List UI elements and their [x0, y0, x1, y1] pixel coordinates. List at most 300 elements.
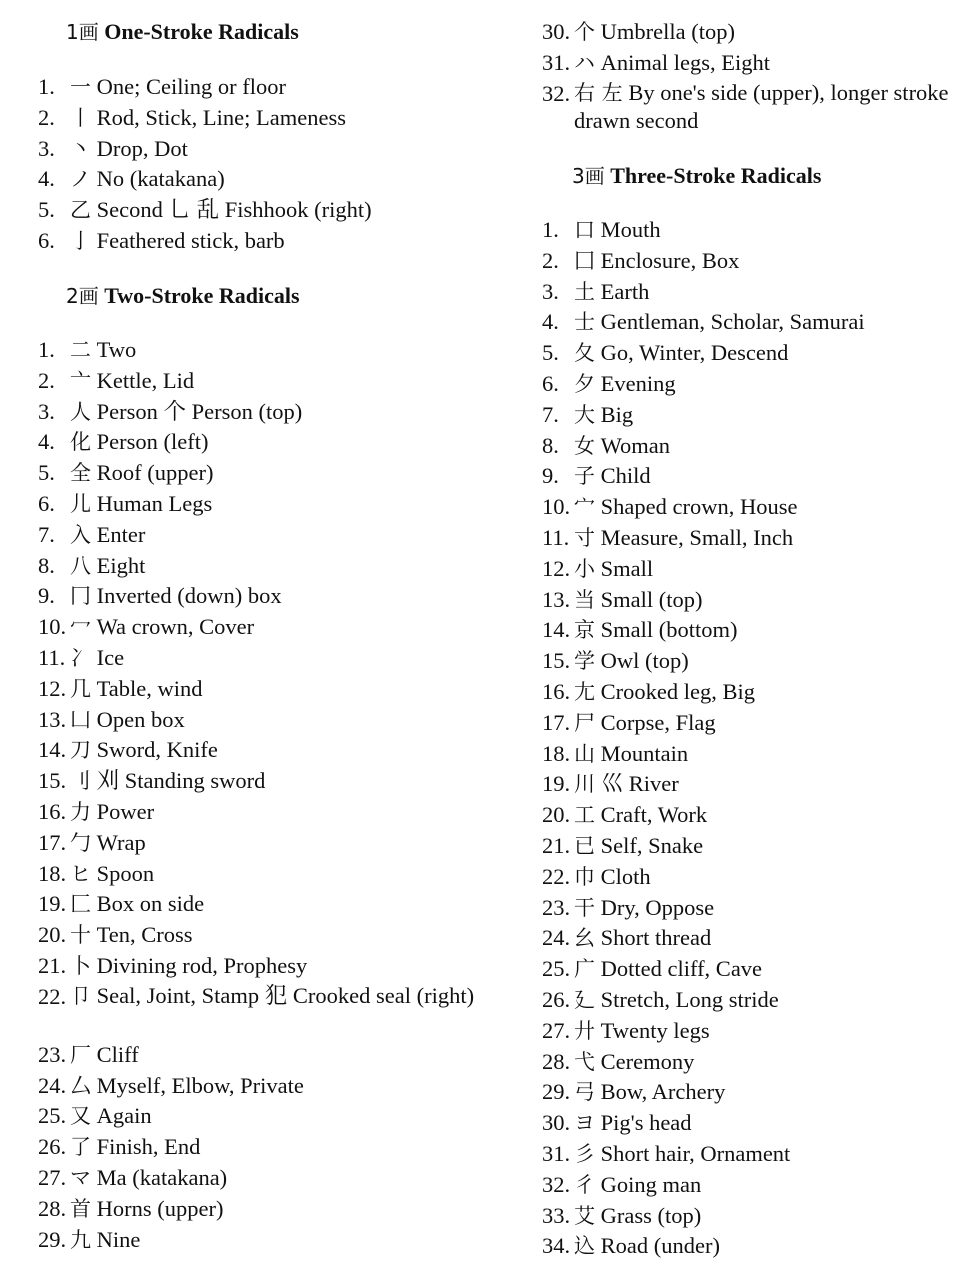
list-item	[0, 1163, 480, 1194]
item-number: 10.	[542, 494, 571, 520]
list-item	[500, 1139, 960, 1170]
two-stroke-list	[0, 335, 480, 1255]
item-entry	[574, 677, 960, 708]
item-number: 27.	[542, 1017, 571, 1043]
radical-meaning: Feathered stick, barb	[91, 227, 285, 253]
radical-meaning: Ma (katakana)	[91, 1164, 228, 1190]
radical-glyph: 几	[70, 676, 91, 701]
list-item	[500, 1016, 960, 1047]
item-entry	[70, 643, 480, 674]
radical-glyph: 右 左	[574, 80, 623, 105]
item-entry	[70, 1071, 480, 1102]
radical-meaning: Owl (top)	[595, 648, 689, 674]
item-number: 3.	[542, 278, 559, 304]
stroke-count-mark: 2画	[66, 284, 99, 308]
item-number: 15.	[542, 648, 571, 674]
list-item	[0, 366, 480, 397]
item-entry	[574, 954, 960, 985]
radical-glyph: 个	[574, 20, 595, 44]
radical-glyph: 二	[70, 338, 91, 362]
radical-glyph: 廾	[574, 1018, 595, 1043]
list-item	[0, 226, 480, 257]
item-number: 22.	[38, 983, 67, 1009]
radical-meaning: No (katakana)	[91, 166, 225, 192]
list-item	[0, 397, 480, 428]
radical-glyph: 宀	[574, 495, 595, 520]
list-item	[0, 766, 480, 797]
item-number: 25.	[38, 1103, 67, 1129]
radical-glyph: 土	[574, 279, 595, 304]
radical-glyph: 首	[70, 1196, 91, 1221]
item-number: 21.	[38, 952, 67, 978]
list-item	[500, 1170, 960, 1201]
list-item	[0, 889, 480, 920]
item-number: 28.	[542, 1048, 571, 1074]
radical-meaning: Seal, Joint, Stamp 犯 Crooked seal (right)	[91, 982, 475, 1008]
radical-glyph: 彡	[574, 1141, 595, 1166]
radical-glyph: 川	[574, 772, 595, 797]
radical-meaning: Kettle, Lid	[91, 367, 195, 393]
item-number: 10.	[38, 614, 67, 640]
item-entry	[70, 366, 480, 397]
list-item	[500, 893, 960, 924]
item-number: 6.	[38, 490, 55, 516]
item-number: 17.	[542, 709, 571, 735]
item-entry	[70, 1225, 480, 1256]
radical-glyph: 厂	[70, 1042, 91, 1067]
radical-glyph: 亅	[70, 228, 91, 253]
radical-meaning: Going man	[595, 1171, 702, 1197]
item-entry	[70, 335, 480, 366]
radical-meaning: Self, Snake	[595, 832, 704, 858]
radical-meaning: Ice	[91, 644, 125, 670]
item-entry	[70, 397, 480, 428]
one-stroke-list	[0, 72, 480, 257]
list-item	[0, 1194, 480, 1225]
radical-meaning: Roof (upper)	[91, 460, 214, 486]
section-title: One-Stroke Radicals	[104, 19, 299, 44]
item-number: 8.	[38, 552, 55, 578]
list-item	[500, 677, 960, 708]
item-entry	[574, 769, 960, 800]
radical-meaning: Finish, End	[91, 1134, 201, 1160]
item-entry	[574, 1016, 960, 1047]
radical-glyph: 一	[70, 75, 91, 99]
radical-meaning: Ten, Cross	[91, 922, 193, 948]
list-item	[0, 1101, 480, 1132]
item-entry	[574, 1201, 960, 1232]
radical-meaning: Box on side	[91, 891, 205, 917]
item-entry	[574, 461, 960, 492]
radical-glyph: ハ	[574, 50, 595, 75]
list-item	[500, 338, 960, 369]
item-number: 1.	[38, 337, 55, 362]
item-number: 29.	[38, 1226, 67, 1252]
radical-glyph: 口	[574, 218, 595, 242]
list-item	[500, 492, 960, 523]
item-number: 4.	[38, 166, 55, 192]
radical-glyph: 女	[574, 433, 595, 458]
radical-meaning: Horns (upper)	[91, 1195, 224, 1221]
radical-glyph: 勹	[70, 830, 91, 855]
radical-meaning: Human Legs	[91, 490, 213, 516]
radical-glyph: 込	[574, 1234, 595, 1259]
list-item	[500, 369, 960, 400]
radical-meaning: Rod, Stick, Line; Lameness	[91, 104, 346, 130]
item-number: 23.	[542, 894, 571, 920]
list-item	[500, 246, 960, 277]
item-entry	[574, 615, 960, 646]
item-entry	[574, 923, 960, 954]
item-number: 13.	[542, 586, 571, 612]
radical-meaning: Dry, Oppose	[595, 894, 715, 920]
stroke-count-mark: 1画	[66, 20, 99, 44]
radical-meaning: Person 个 Person (top)	[91, 398, 303, 424]
radical-meaning: Craft, Work	[595, 802, 708, 828]
item-number: 12.	[542, 555, 571, 581]
list-item	[500, 954, 960, 985]
list-item	[0, 951, 480, 982]
item-number: 1.	[542, 217, 559, 242]
radical-meaning: Crooked leg, Big	[595, 678, 755, 704]
radical-glyph: 大	[574, 402, 595, 427]
item-entry	[70, 458, 480, 489]
item-entry	[70, 705, 480, 736]
list-item	[500, 461, 960, 492]
item-entry	[574, 215, 960, 246]
item-number: 9.	[542, 463, 559, 489]
list-item	[0, 1040, 480, 1071]
list-item	[500, 431, 960, 462]
radical-meaning: Short thread	[595, 925, 712, 951]
radical-glyph: 厶	[70, 1073, 91, 1098]
item-number: 11.	[38, 644, 66, 670]
radical-glyph: 人	[70, 399, 91, 424]
list-item	[0, 735, 480, 766]
item-number: 11.	[542, 524, 570, 550]
item-entry	[574, 400, 960, 431]
radical-glyph: 八	[70, 553, 91, 578]
radical-meaning: Go, Winter, Descend	[595, 340, 789, 366]
item-number: 30.	[542, 1110, 571, 1136]
item-entry	[70, 766, 480, 797]
radical-meaning: Cloth	[595, 863, 651, 889]
item-number: 32.	[542, 80, 571, 106]
radical-glyph: 丨	[70, 105, 91, 130]
radical-meaning: Road (under)	[595, 1233, 720, 1259]
item-entry	[70, 551, 480, 582]
item-entry	[574, 246, 960, 277]
radical-glyph: 入	[70, 522, 91, 547]
item-number: 4.	[38, 429, 55, 455]
list-item	[0, 103, 480, 134]
item-entry	[70, 889, 480, 920]
item-number: 33.	[542, 1202, 571, 1228]
item-number: 5.	[542, 340, 559, 366]
three-stroke-list	[500, 215, 960, 1262]
item-number: 1.	[38, 74, 55, 99]
list-item	[0, 612, 480, 643]
item-entry	[574, 523, 960, 554]
item-number: 5.	[38, 460, 55, 486]
section-title: Two-Stroke Radicals	[104, 283, 300, 308]
radical-meaning: Enter	[91, 521, 146, 547]
list-item	[500, 831, 960, 862]
section-heading-one-stroke	[66, 19, 299, 45]
radical-glyph: 又	[70, 1104, 91, 1129]
item-entry	[70, 982, 480, 1011]
radical-glyph: 冂	[70, 584, 91, 609]
item-number: 30.	[542, 19, 571, 44]
list-item	[500, 739, 960, 770]
item-number: 4.	[542, 309, 559, 335]
item-entry	[574, 17, 960, 48]
radical-glyph: 当	[574, 587, 595, 612]
list-item	[0, 551, 480, 582]
radical-glyph: 冫	[70, 645, 91, 670]
radical-meaning: Stretch, Long stride	[595, 986, 779, 1012]
item-entry	[574, 79, 960, 136]
list-item	[500, 862, 960, 893]
radical-glyph: 夕	[574, 371, 595, 396]
radical-glyph: 乙	[70, 198, 91, 223]
list-item	[0, 72, 480, 103]
radical-meaning: Wrap	[91, 829, 146, 855]
radical-meaning: Person (left)	[91, 429, 209, 455]
item-number: 31.	[542, 49, 571, 75]
list-item	[500, 400, 960, 431]
radical-glyph: 广	[574, 957, 595, 982]
radical-glyph: 艾	[574, 1203, 595, 1228]
list-item	[0, 1071, 480, 1102]
radical-meaning: Small (top)	[595, 586, 703, 612]
list-item	[0, 982, 480, 1040]
radical-glyph: 夂	[574, 341, 595, 366]
list-item	[500, 708, 960, 739]
item-number: 5.	[38, 197, 55, 223]
radical-glyph: ノ	[70, 167, 91, 192]
radical-meaning: Two	[91, 337, 137, 362]
item-entry	[574, 307, 960, 338]
item-entry	[70, 1132, 480, 1163]
list-item	[0, 195, 480, 226]
item-number: 28.	[38, 1195, 67, 1221]
item-entry	[70, 134, 480, 165]
radical-meaning: Cliff	[91, 1041, 139, 1067]
list-item	[0, 828, 480, 859]
radical-glyph: ヒ	[70, 861, 91, 886]
radical-meaning: Pig's head	[595, 1110, 692, 1136]
section-heading-three-stroke	[572, 163, 821, 189]
radical-glyph: 卜	[70, 953, 91, 978]
item-number: 29.	[542, 1079, 571, 1105]
item-entry	[70, 1194, 480, 1225]
item-entry	[574, 585, 960, 616]
item-entry	[70, 427, 480, 458]
list-item	[500, 985, 960, 1016]
item-entry	[70, 1101, 480, 1132]
item-number: 2.	[542, 247, 559, 273]
list-item	[0, 134, 480, 165]
item-number: 32.	[542, 1171, 571, 1197]
item-entry	[574, 1047, 960, 1078]
list-item	[500, 646, 960, 677]
radical-glyph: 京	[574, 618, 595, 643]
item-number: 2.	[38, 367, 55, 393]
radical-meaning: 巛 River	[595, 771, 679, 797]
radical-glyph: 子	[574, 464, 595, 489]
list-item	[500, 277, 960, 308]
item-number: 6.	[542, 370, 559, 396]
list-item	[0, 859, 480, 890]
radical-glyph: 尢	[574, 679, 595, 704]
radical-meaning: Mountain	[595, 740, 689, 766]
item-entry	[574, 893, 960, 924]
radical-glyph: 弋	[574, 1049, 595, 1074]
radical-meaning: Dotted cliff, Cave	[595, 956, 763, 982]
list-item	[500, 17, 960, 48]
radical-meaning: Enclosure, Box	[595, 247, 740, 273]
item-entry	[70, 103, 480, 134]
radical-glyph: 匚	[70, 892, 91, 917]
radical-meaning: Evening	[595, 370, 676, 396]
item-entry	[574, 1077, 960, 1108]
list-item	[500, 800, 960, 831]
item-entry	[70, 920, 480, 951]
item-number: 25.	[542, 956, 571, 982]
radical-meaning: Sword, Knife	[91, 737, 218, 763]
list-item	[0, 1225, 480, 1256]
radical-glyph: 儿	[70, 491, 91, 516]
item-number: 16.	[38, 798, 67, 824]
item-entry	[70, 195, 480, 226]
item-entry	[70, 226, 480, 257]
item-number: 22.	[542, 863, 571, 889]
stroke-count-mark: 3画	[572, 164, 605, 188]
item-number: 27.	[38, 1164, 67, 1190]
radical-meaning: Grass (top)	[595, 1202, 702, 1228]
item-entry	[574, 1170, 960, 1201]
radical-glyph: 弓	[574, 1080, 595, 1105]
item-number: 19.	[38, 891, 67, 917]
list-item	[0, 643, 480, 674]
radical-meaning: Again	[91, 1103, 152, 1129]
radical-meaning: Spoon	[91, 860, 155, 886]
radical-meaning: Second 乚 乱 Fishhook (right)	[91, 197, 372, 223]
radical-glyph: 力	[70, 799, 91, 824]
item-number: 31.	[542, 1140, 571, 1166]
item-entry	[574, 985, 960, 1016]
item-number: 7.	[38, 521, 55, 547]
radical-glyph: 囗	[574, 248, 595, 273]
radical-meaning: Corpse, Flag	[595, 709, 716, 735]
radical-glyph: 全	[70, 461, 91, 486]
item-entry	[574, 739, 960, 770]
list-item	[0, 920, 480, 951]
list-item	[500, 1047, 960, 1078]
radical-glyph: ヨ	[574, 1111, 595, 1136]
item-entry	[574, 1231, 960, 1262]
item-number: 13.	[38, 706, 67, 732]
item-entry	[574, 831, 960, 862]
list-item	[0, 797, 480, 828]
item-number: 15.	[38, 768, 67, 794]
item-entry	[574, 277, 960, 308]
radical-meaning: Ceremony	[595, 1048, 695, 1074]
list-item	[500, 79, 960, 137]
list-item	[500, 215, 960, 246]
radical-meaning: Myself, Elbow, Private	[91, 1072, 304, 1098]
list-item	[500, 585, 960, 616]
list-item	[500, 1077, 960, 1108]
item-number: 34.	[542, 1233, 571, 1259]
list-item	[0, 489, 480, 520]
item-entry	[70, 1163, 480, 1194]
radical-glyph: 刂	[70, 769, 91, 794]
radical-meaning: Mouth	[595, 217, 661, 242]
list-item	[500, 554, 960, 585]
radical-meaning: Earth	[595, 278, 650, 304]
list-item	[0, 458, 480, 489]
item-entry	[574, 1139, 960, 1170]
item-number: 7.	[542, 401, 559, 427]
item-entry	[70, 581, 480, 612]
list-item	[500, 1108, 960, 1139]
radical-meaning: Animal legs, Eight	[595, 49, 770, 75]
section-title: Three-Stroke Radicals	[610, 163, 822, 188]
radical-meaning: Nine	[91, 1226, 141, 1252]
radical-glyph: 幺	[574, 926, 595, 951]
radical-glyph: 冖	[70, 615, 91, 640]
item-number: 23.	[38, 1041, 67, 1067]
radical-meaning: Wa crown, Cover	[91, 614, 255, 640]
item-number: 16.	[542, 678, 571, 704]
item-entry	[70, 674, 480, 705]
list-item	[500, 1201, 960, 1232]
radical-glyph: 了	[70, 1135, 91, 1160]
item-entry	[574, 1108, 960, 1139]
item-number: 18.	[38, 860, 67, 886]
item-number: 3.	[38, 135, 55, 161]
radical-glyph: 小	[574, 556, 595, 581]
radical-glyph: 干	[574, 895, 595, 920]
radical-glyph: 丶	[70, 136, 91, 161]
list-item	[0, 581, 480, 612]
radical-glyph: マ	[70, 1165, 91, 1190]
item-entry	[70, 797, 480, 828]
item-number: 14.	[542, 617, 571, 643]
item-entry	[70, 164, 480, 195]
item-entry	[574, 48, 960, 79]
radical-meaning: By one's side (upper), longer stroke drawn second	[574, 79, 949, 134]
item-number: 26.	[38, 1134, 67, 1160]
two-stroke-list-continued	[500, 17, 960, 137]
radical-meaning: Drop, Dot	[91, 135, 188, 161]
item-number: 24.	[38, 1072, 67, 1098]
item-entry	[70, 612, 480, 643]
radical-glyph: 寸	[574, 525, 595, 550]
item-entry	[70, 735, 480, 766]
list-item	[0, 427, 480, 458]
list-item	[0, 1132, 480, 1163]
radical-glyph: 廴	[574, 987, 595, 1012]
radical-glyph: 化	[70, 430, 91, 455]
item-number: 3.	[38, 398, 55, 424]
list-item	[0, 164, 480, 195]
radical-meaning: Small	[595, 555, 654, 581]
list-item	[500, 48, 960, 79]
radical-meaning: Short hair, Ornament	[595, 1140, 791, 1166]
